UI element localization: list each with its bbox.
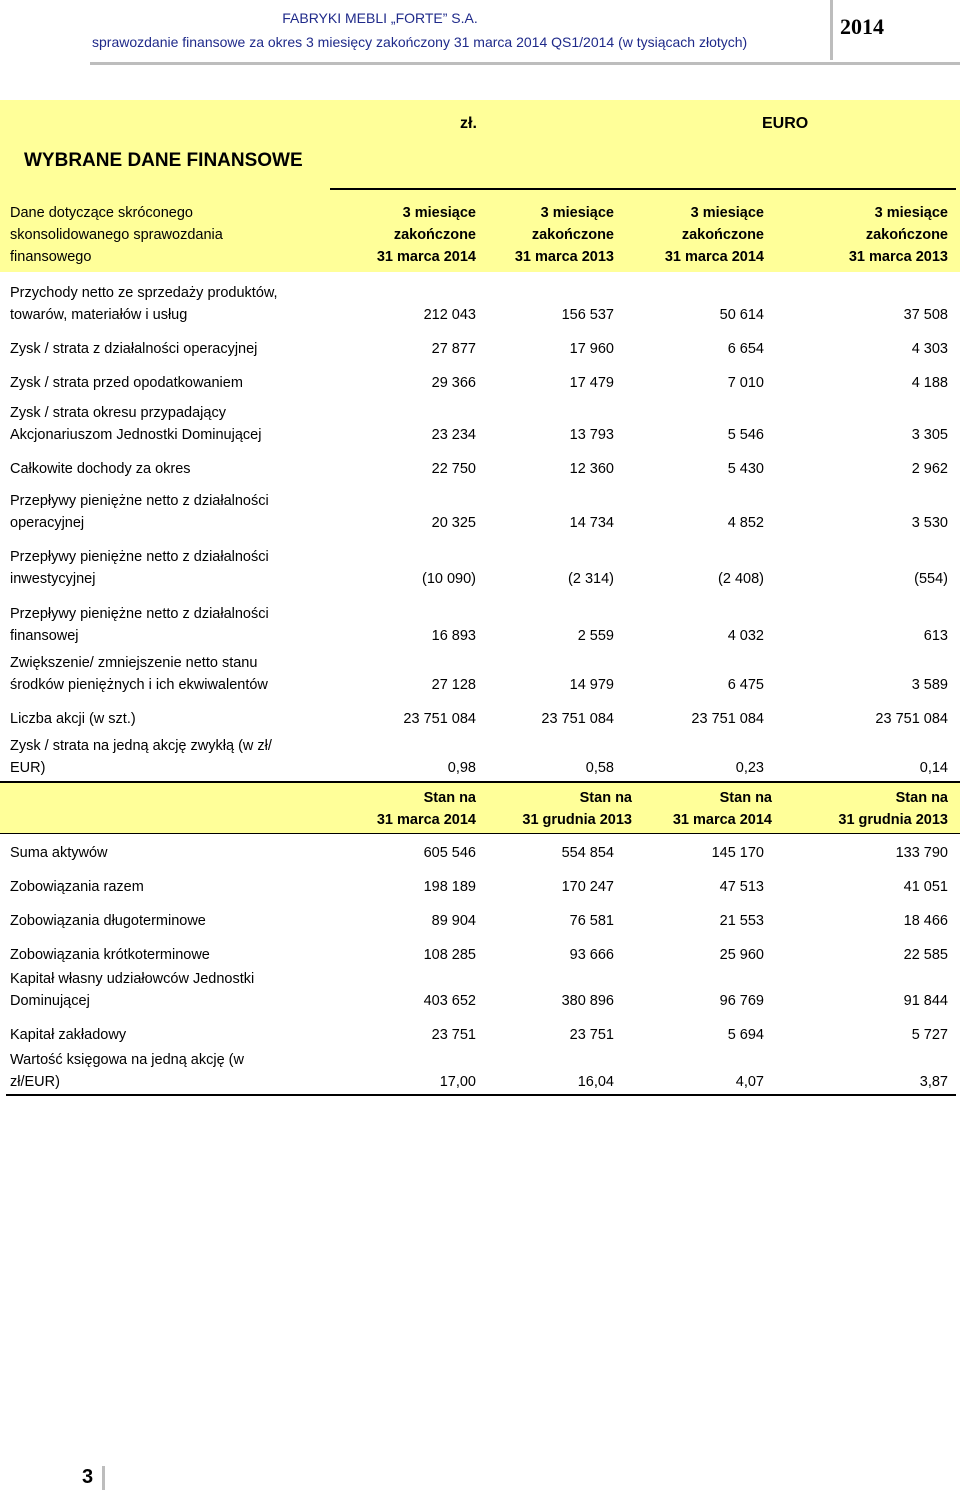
row-value: 2 559 bbox=[577, 628, 614, 644]
row-value: 170 247 bbox=[561, 879, 614, 895]
table-row bbox=[0, 546, 960, 590]
row-value: (2 408) bbox=[718, 571, 764, 587]
row-label: Wartość księgowa na jedną akcję (w zł/EUR) bbox=[10, 1052, 244, 1090]
row-value: 23 751 bbox=[431, 1027, 476, 1043]
row-value: 12 360 bbox=[569, 461, 614, 477]
row-label: Zysk / strata przed opodatkowaniem bbox=[10, 375, 243, 391]
table-row bbox=[0, 490, 960, 534]
row-value: 91 844 bbox=[903, 993, 948, 1009]
row-value: 403 652 bbox=[423, 993, 476, 1009]
row-label: Zwiększenie/ zmniejszenie netto stanu środków pieniężnych i ich ekwiwalentów bbox=[10, 655, 268, 693]
row-value: 17 960 bbox=[569, 341, 614, 357]
row-value: 20 325 bbox=[431, 515, 476, 531]
row-value: 145 170 bbox=[711, 845, 764, 861]
row-value: 3 530 bbox=[911, 515, 948, 531]
row-value: 7 010 bbox=[727, 375, 764, 391]
row-label: Przychody netto ze sprzedaży produktów, towarów, materiałów i usług bbox=[10, 285, 278, 323]
row-value: 0,23 bbox=[735, 760, 764, 776]
table-row bbox=[0, 282, 960, 326]
row-value: 29 366 bbox=[431, 375, 476, 391]
row-value: 2 962 bbox=[911, 461, 948, 477]
company-name: FABRYKI MEBLI „FORTE” S.A. bbox=[282, 10, 478, 26]
table-bottom-rule bbox=[6, 1094, 956, 1096]
row-value: 76 581 bbox=[569, 913, 614, 929]
row-value: 37 508 bbox=[903, 307, 948, 323]
table-row bbox=[0, 910, 960, 932]
page-title: WYBRANE DANE FINANSOWE bbox=[24, 150, 303, 171]
page-number-divider bbox=[102, 1466, 105, 1490]
row-label: Suma aktywów bbox=[10, 845, 108, 861]
row-value: 554 854 bbox=[561, 845, 614, 861]
row-value: 108 285 bbox=[423, 947, 476, 963]
balance-column-header-3: Stan na 31 marca 2014 bbox=[672, 790, 772, 828]
row-value: 156 537 bbox=[561, 307, 614, 323]
row-value: (554) bbox=[914, 571, 948, 587]
row-value: 4 188 bbox=[911, 375, 948, 391]
row-value: 613 bbox=[923, 628, 948, 644]
row-value: 23 751 084 bbox=[691, 711, 764, 727]
table-row bbox=[0, 603, 960, 647]
header-divider bbox=[830, 0, 833, 60]
row-value: 4,07 bbox=[735, 1074, 764, 1090]
row-label: Zysk / strata na jedną akcję zwykłą (w zł/ EUR) bbox=[10, 738, 272, 776]
header-rule bbox=[90, 62, 960, 65]
row-value: 0,98 bbox=[447, 760, 476, 776]
header-year: 2014 bbox=[840, 14, 884, 39]
row-value: 5 430 bbox=[727, 461, 764, 477]
row-value: 6 475 bbox=[727, 677, 764, 693]
balance-column-header-4: Stan na 31 grudnia 2013 bbox=[838, 790, 948, 828]
row-value: 3 589 bbox=[911, 677, 948, 693]
table-row bbox=[0, 735, 960, 779]
row-value: 605 546 bbox=[423, 845, 476, 861]
row-value: 4 852 bbox=[727, 515, 764, 531]
currency-eur-label: EURO bbox=[762, 115, 809, 132]
column-header-1: 3 miesiące zakończone 31 marca 2014 bbox=[376, 205, 476, 265]
row-label: Zobowiązania krótkoterminowe bbox=[10, 947, 210, 963]
header-rule-top bbox=[330, 188, 956, 190]
row-value: 5 727 bbox=[911, 1027, 948, 1043]
table-row bbox=[0, 372, 960, 394]
row-value: (2 314) bbox=[568, 571, 614, 587]
row-value: 41 051 bbox=[903, 879, 948, 895]
row-value: 4 303 bbox=[911, 341, 948, 357]
row-value: 380 896 bbox=[561, 993, 614, 1009]
row-label: Przepływy pieniężne netto z działalności finansowej bbox=[10, 606, 269, 644]
row-value: 22 585 bbox=[903, 947, 948, 963]
balance-column-header-1: Stan na 31 marca 2014 bbox=[376, 790, 476, 828]
row-value: 16 893 bbox=[431, 628, 476, 644]
row-value: 27 877 bbox=[431, 341, 476, 357]
row-value: 93 666 bbox=[569, 947, 614, 963]
row-value: 5 694 bbox=[727, 1027, 764, 1043]
row-label: Zysk / strata z działalności operacyjnej bbox=[10, 341, 258, 357]
table-row bbox=[0, 842, 960, 864]
row-value: 21 553 bbox=[719, 913, 764, 929]
row-value: 212 043 bbox=[423, 307, 476, 323]
row-value: 6 654 bbox=[727, 341, 764, 357]
row-value: 3 305 bbox=[911, 427, 948, 443]
row-value: 17 479 bbox=[569, 375, 614, 391]
row-label: Zysk / strata okresu przypadający Akcjonariuszom Jednostki Dominującej bbox=[10, 405, 262, 443]
table-row bbox=[0, 944, 960, 966]
row-value: 50 614 bbox=[719, 307, 764, 323]
row-value: 14 734 bbox=[569, 515, 614, 531]
table-row bbox=[0, 708, 960, 730]
row-label: Przepływy pieniężne netto z działalności operacyjnej bbox=[10, 493, 269, 531]
row-value: 0,58 bbox=[585, 760, 614, 776]
row-value: 3,87 bbox=[919, 1074, 948, 1090]
row-value: 13 793 bbox=[569, 427, 614, 443]
table-row bbox=[0, 1049, 960, 1093]
row-value: 25 960 bbox=[719, 947, 764, 963]
column-header-3: 3 miesiące zakończone 31 marca 2014 bbox=[664, 205, 764, 265]
table-row bbox=[0, 1024, 960, 1046]
row-value: 14 979 bbox=[569, 677, 614, 693]
row-value: 18 466 bbox=[903, 913, 948, 929]
row-label: Liczba akcji (w szt.) bbox=[10, 711, 136, 727]
row-value: 4 032 bbox=[727, 628, 764, 644]
row-label: Zobowiązania razem bbox=[10, 879, 144, 895]
table-row bbox=[0, 338, 960, 360]
row-value: 17,00 bbox=[439, 1074, 476, 1090]
row-value: 5 546 bbox=[727, 427, 764, 443]
row-value: 0,14 bbox=[919, 760, 948, 776]
row-value: 23 751 084 bbox=[875, 711, 948, 727]
row-value: 23 751 084 bbox=[403, 711, 476, 727]
table-row bbox=[0, 968, 960, 1012]
row-value: 198 189 bbox=[423, 879, 476, 895]
row-value: 47 513 bbox=[719, 879, 764, 895]
row-value: (10 090) bbox=[421, 571, 476, 587]
table-description: Dane dotyczące skróconego skonsolidowanego sprawozdania finansowego bbox=[10, 205, 223, 265]
page-number: 3 bbox=[82, 1466, 94, 1488]
row-label: Zobowiązania długoterminowe bbox=[10, 913, 206, 929]
row-value: 89 904 bbox=[431, 913, 476, 929]
table-row bbox=[0, 652, 960, 696]
row-value: 23 751 bbox=[569, 1027, 614, 1043]
row-value: 22 750 bbox=[431, 461, 476, 477]
report-subtitle: sprawozdanie finansowe za okres 3 miesięcy zakończony 31 marca 2014 QS1/2014 (w tysiącach złotych) bbox=[92, 34, 748, 50]
table-row bbox=[0, 876, 960, 898]
currency-pln-label: zł. bbox=[460, 115, 477, 132]
column-header-2: 3 miesiące zakończone 31 marca 2013 bbox=[514, 205, 614, 265]
row-value: 23 234 bbox=[431, 427, 476, 443]
row-value: 96 769 bbox=[719, 993, 764, 1009]
row-label: Kapitał zakładowy bbox=[10, 1027, 127, 1043]
row-value: 16,04 bbox=[577, 1074, 614, 1090]
balance-column-header-2: Stan na 31 grudnia 2013 bbox=[522, 790, 632, 828]
row-value: 23 751 084 bbox=[541, 711, 614, 727]
table-row bbox=[0, 458, 960, 480]
row-value: 133 790 bbox=[895, 845, 948, 861]
column-header-4: 3 miesiące zakończone 31 marca 2013 bbox=[848, 205, 948, 265]
table-row bbox=[0, 402, 960, 446]
row-label: Przepływy pieniężne netto z działalności inwestycyjnej bbox=[10, 549, 269, 587]
row-label: Całkowite dochody za okres bbox=[10, 461, 191, 477]
row-label: Kapitał własny udziałowców Jednostki Dominującej bbox=[10, 971, 255, 1009]
row-value: 27 128 bbox=[431, 677, 476, 693]
